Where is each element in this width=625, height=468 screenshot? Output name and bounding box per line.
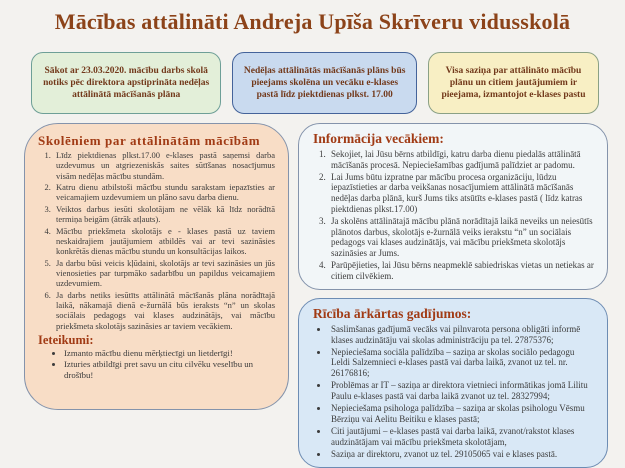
list-item: • Saslimšanas gadījumā vecāks vai pilnvarota persona obligāti informē klases audzinātāju vai skolas administrāciju pa tel. 27875376;	[329, 324, 595, 346]
list-item: • Izturies atbildīgi pret savu un citu cilvēku veselību un drošību!	[64, 359, 275, 381]
list-item: 2. Lai Jums būtu izpratne par mācību procesa organizāciju, lūdzu iepazīstieties ar darba veikšanas nosacījumiem attālinātā mācīšanās nedēļas darba plānā, kurš Jums tiks atsūtīts e-klases pastā ( līdz katras piektdienas plkst.17.00)	[328, 172, 595, 215]
parents-list	[313, 149, 595, 282]
list-item: • Saziņa ar direktoru, zvanot uz tel. 29105065 vai e klases pastā.	[329, 449, 595, 460]
list-item: 4. Parūpējieties, lai Jūsu bērns neapmeklē sabiedriskas vietas un netiekas ar citiem cilvēkiem.	[328, 260, 595, 282]
list-item: 2. Katru dienu atbilstoši mācību stundu sarakstam iepazīsties ar veicamajiem uzdevumiem un plāno savu darba dienu.	[53, 182, 275, 203]
recommendations-heading: Ieteikumi:	[38, 333, 94, 348]
list-item: 1. Sekojiet, lai Jūsu bērns atbildīgi, katru darba dienu piedalās attālinātā mācīšanās procesā. Nepieciešamības gadījumā palīdziet ar padomu.	[328, 149, 595, 171]
list-item: 5. Ja darbu būsi veicis kļūdaini, skolotājs ar tevi sazināsies un jūs vienosieties par turpmāko sadarbību un papildus veicamajiem uzdevumiem.	[53, 258, 275, 289]
page-title: Mācības attālināti Andreja Upīša Skrīveru vidusskolā	[54, 9, 571, 34]
list-item: 4. Mācību priekšmeta skolotājs e - klases pastā uz taviem neskaidrajiem jautājumiem atbildēs vai ar tevi sazināsies konkrētās dienas mācību stundu un konsultācijas laikos.	[53, 226, 275, 257]
parents-section	[298, 123, 608, 290]
info-box-weekly-plan-text: Nedēļas attālinātās mācīšanās plāns būs pieejams skolēna un vecāku e-klases pastā līdz piektdienas plkst. 17.00	[243, 65, 406, 101]
info-box-communication	[428, 52, 599, 114]
right-column	[298, 123, 608, 468]
list-item: 3. Ja skolēns attālinātajā mācību plānā norādītajā laikā neveiks un neiesūtīs plānotos darbus, skolotājs e-žurnālā veiks ierakstu “n” un sociālais pedagogs vai klases audzinātājs, vai mācību priekšmeta skolotājs sazināsies ar Jums.	[328, 216, 595, 259]
students-section	[24, 123, 289, 410]
students-list	[38, 150, 275, 331]
list-item: 1. Līdz piektdienas plkst.17.00 e-klases pastā saņemsi darba uzdevumus un atgriezeniskās saites sūtīšanas nosacījumus visām nedēļas mācību stundām.	[53, 150, 275, 181]
list-item: • Problēmas ar IT – saziņa ar direktora vietnieci informātikas jomā Lilitu Paulu e-klases pastā vai darba laikā zvanot uz tel. 28327994;	[329, 380, 595, 402]
list-item: 6. Ja darbs netiks iesūtīts attālinātā mācīšanās plāna norādītajā laikā, nākamajā dienā e-žurnālā būs ieraksts “n” un skolas sociālais pedagogs vai klases audzinātājs, vai mācību priekšmeta skolotājs sazināsies ar taviem vecākiem.	[53, 290, 275, 331]
parents-heading: Informācija vecākiem:	[313, 131, 444, 146]
top-info-row	[31, 52, 599, 114]
emergency-list	[313, 324, 595, 461]
info-box-work-plan-text: Sākot ar 23.03.2020. mācību darbs skolā notiks pēc direktora apstiprināta nedēļas attālinātā mācīšanās plāna	[43, 65, 210, 101]
info-box-weekly-plan	[232, 52, 417, 114]
list-item: 3. Veiktos darbus iesūti skolotājam ne vēlāk kā līdz norādītā termiņa beigām (ātrāk atļauts).	[53, 204, 275, 225]
students-heading: Skolēniem par attālinātām mācībām	[38, 133, 261, 148]
info-box-work-plan	[31, 52, 221, 114]
list-item: • Nepieciešama sociāla palīdzība – saziņa ar skolas sociālo pedagogu Leldi Salzemnieci e-klases pastā vai darba laikā, zvanot uz tel. nr. 26176816;	[329, 347, 595, 380]
list-item: • Citi jautājumi – e-klases pastā vai darba laikā, zvanot/rakstot klases audzinātājam vai mācību priekšmeta skolotājam,	[329, 426, 595, 448]
emergency-heading: Rīcība ārkārtas gadījumos:	[313, 305, 472, 321]
emergency-section	[298, 298, 608, 468]
list-item: • Izmanto mācību dienu mērķtiecīgi un lietderīgi!	[64, 348, 275, 359]
list-item: • Nepieciešama psihologa palīdzība – saziņa ar skolas psihologu Vēsmu Bērziņu vai Aelitu Beitiku e klases pastā;	[329, 403, 595, 425]
info-box-communication-text: Visa saziņa par attālināto mācību plānu un citiem jautājumiem ir pieejama, izmantojot e-klases pastu	[441, 65, 586, 101]
recommendations-list	[38, 348, 275, 381]
main-content-row	[24, 123, 608, 468]
